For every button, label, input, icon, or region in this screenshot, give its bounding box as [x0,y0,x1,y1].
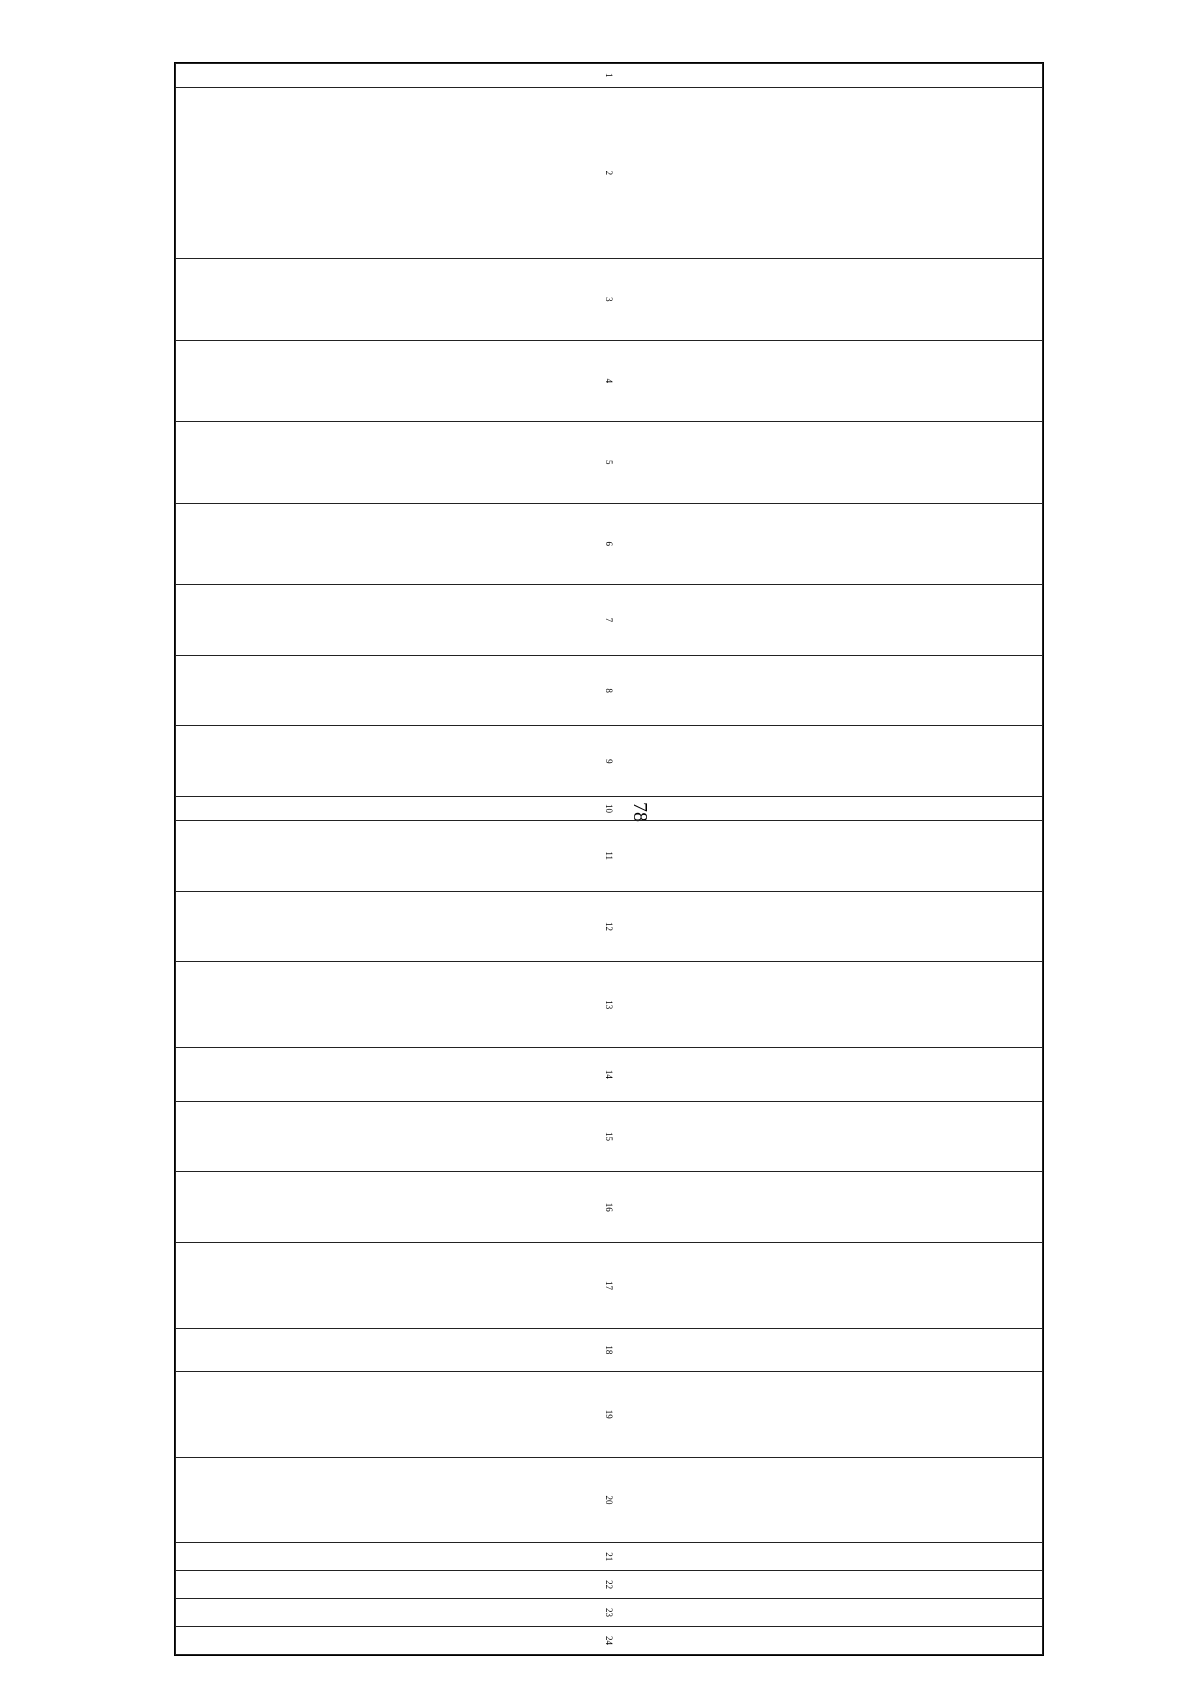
column-number: 14 [176,1048,1043,1102]
column-number: 8 [176,655,1043,726]
column-number: 6 [176,503,1043,584]
column-number: 16 [176,1172,1043,1243]
column-number: 22 [176,1571,1043,1599]
column-number: 18 [176,1328,1043,1371]
column-number: 5 [176,422,1043,503]
column-number: 23 [176,1599,1043,1627]
column-number: 15 [176,1101,1043,1172]
column-number: 2 [176,87,1043,259]
data-table [175,63,1043,1655]
column-number: 21 [176,1543,1043,1571]
data-table-frame [174,62,1044,1656]
column-number: 11 [176,820,1043,891]
column-number: 10 [176,797,1043,821]
column-number: 9 [176,726,1043,797]
column-number: 20 [176,1457,1043,1543]
column-number: 7 [176,584,1043,655]
column-number: 19 [176,1371,1043,1457]
column-number: 12 [176,891,1043,962]
page-number: 78 [629,802,651,822]
column-number-row [176,64,1043,1655]
column-number: 24 [176,1626,1043,1654]
column-number: 4 [176,340,1043,421]
column-number: 17 [176,1243,1043,1329]
column-number: 13 [176,962,1043,1048]
column-number: 1 [176,64,1043,88]
column-number: 3 [176,259,1043,340]
rotated-page-area [174,62,1044,1656]
